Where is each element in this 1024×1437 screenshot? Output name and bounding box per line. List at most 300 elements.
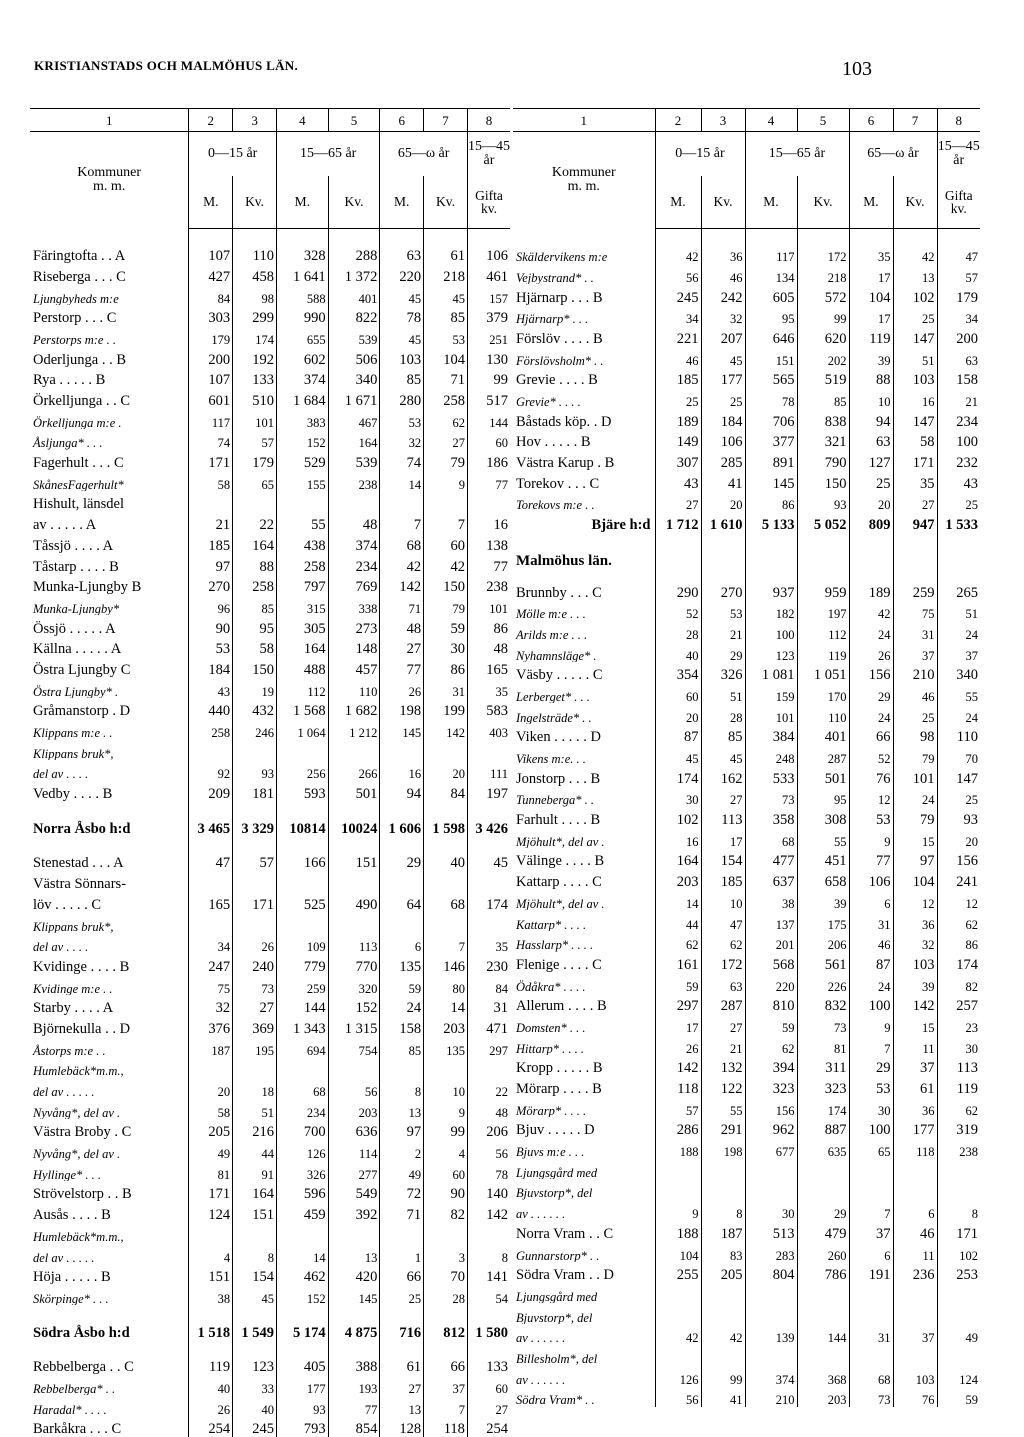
kommun-name: Flenige . . . . C [516, 956, 602, 973]
value-cell [328, 871, 380, 892]
value-cell: 34 [937, 305, 980, 326]
value-cell: 35 [893, 471, 937, 492]
spacer-cell [467, 836, 510, 850]
value-cell: 188 [655, 1221, 701, 1242]
value-cell [380, 740, 424, 761]
kommun-name: Torekovs m:e . . [516, 498, 595, 512]
right-table-header [513, 109, 980, 229]
value-cell: 338 [328, 595, 380, 616]
kommun-name: löv . . . . . C [33, 896, 102, 913]
kommun-name: Oderljunga . . B [33, 351, 127, 368]
value-cell: 809 [849, 512, 893, 533]
kommun-name: Hishult, länsdel [33, 496, 125, 512]
value-cell: 68 [849, 1365, 893, 1386]
value-cell [189, 871, 233, 892]
value-cell: 106 [849, 869, 893, 890]
table-row [30, 1181, 510, 1202]
value-cell: 29 [701, 641, 745, 662]
kommun-name: Kattarp . . . . C [516, 874, 602, 890]
value-cell: 786 [797, 1262, 849, 1283]
value-cell: 202 [797, 346, 849, 367]
value-cell: 583 [467, 698, 510, 719]
table-row [513, 1221, 980, 1242]
value-cell: 280 [380, 388, 424, 409]
value-cell: 58 [189, 1099, 233, 1120]
value-cell: 77 [328, 1395, 380, 1416]
value-cell: 64 [380, 892, 424, 913]
table-row [30, 1099, 510, 1120]
spacer-cell [30, 836, 189, 850]
value-cell: 320 [328, 974, 380, 995]
table-row [513, 890, 980, 911]
value-cell: 147 [937, 766, 980, 787]
value-cell: 31 [849, 1324, 893, 1345]
value-cell: 86 [467, 615, 510, 636]
table-row [30, 1119, 510, 1140]
value-cell: 81 [797, 1034, 849, 1055]
value-cell [189, 491, 233, 512]
kommun-name: Nyvång*, del av . [33, 1147, 121, 1161]
table-row [30, 1057, 510, 1078]
value-cell [276, 1057, 328, 1078]
value-cell: 36 [893, 910, 937, 931]
value-cell: 72 [380, 1181, 424, 1202]
value-cell [380, 871, 424, 892]
value-cell: 25 [937, 491, 980, 512]
value-cell: 84 [189, 284, 233, 305]
kommun-name: Mörarp . . . . B [516, 1081, 602, 1097]
kommun-name: Kropp . . . . . B [516, 1060, 603, 1076]
value-cell: 60 [655, 683, 701, 704]
value-cell: 49 [189, 1140, 233, 1161]
value-cell: 73 [745, 786, 797, 807]
value-cell: 754 [328, 1036, 380, 1057]
value-cell: 197 [797, 600, 849, 621]
value-cell: 1 641 [276, 264, 328, 285]
value-cell: 60 [424, 1161, 468, 1182]
value-cell: 48 [380, 615, 424, 636]
value-cell [424, 912, 468, 933]
kommun-name: Mjöhult*, del av . [516, 896, 605, 911]
value-cell: 165 [189, 892, 233, 913]
value-cell: 62 [655, 931, 701, 952]
value-cell: 506 [328, 346, 380, 367]
value-cell: 891 [745, 450, 797, 471]
married-women-header [467, 176, 510, 229]
value-cell: 144 [797, 1324, 849, 1345]
value-cell: 13 [380, 1099, 424, 1120]
value-cell: 14 [655, 890, 701, 911]
table-row [30, 836, 510, 850]
col-index: 2 [189, 109, 233, 132]
kommun-name: Grevie* . . . . [516, 395, 581, 409]
value-cell [233, 1223, 277, 1244]
spacer-cell [276, 1305, 328, 1319]
kommun-name: Nyhamnsläge* . [516, 648, 597, 663]
spacer-cell [424, 802, 468, 816]
value-cell: 258 [276, 553, 328, 574]
value-cell: 790 [797, 450, 849, 471]
kommun-name: Ödåkra* . . . . [516, 979, 586, 994]
value-cell: 41 [701, 471, 745, 492]
value-cell: 42 [655, 229, 701, 264]
value-cell: 620 [797, 326, 849, 347]
spacer-cell [328, 1305, 380, 1319]
value-cell: 20 [189, 1078, 233, 1099]
value-cell: 57 [937, 264, 980, 285]
kommuner-sublabel: m. m. [567, 179, 600, 195]
value-cell: 216 [233, 1119, 277, 1140]
value-cell: 9 [424, 471, 468, 492]
value-cell: 71 [380, 595, 424, 616]
spacer-cell [424, 1305, 468, 1319]
value-cell: 43 [655, 471, 701, 492]
value-cell: 87 [655, 724, 701, 745]
value-cell: 12 [893, 890, 937, 911]
value-cell: 440 [189, 698, 233, 719]
value-cell: 133 [233, 367, 277, 388]
value-cell: 5 052 [797, 512, 849, 533]
value-cell: 62 [937, 910, 980, 931]
value-cell: 174 [797, 1097, 849, 1118]
value-cell: 8 [937, 1200, 980, 1221]
value-cell: 706 [745, 409, 797, 430]
table-row [30, 1243, 510, 1264]
kommuner-header [30, 132, 189, 229]
kommun-name: Väsby . . . . . C [516, 667, 603, 683]
value-cell: 123 [745, 641, 797, 662]
value-cell [937, 543, 980, 570]
value-cell [701, 1283, 745, 1304]
value-cell: 10 [849, 388, 893, 409]
value-cell: 39 [797, 890, 849, 911]
value-cell: 14 [424, 995, 468, 1016]
kommun-name: Båstads köp. . D [516, 413, 612, 430]
value-cell: 388 [328, 1354, 380, 1375]
value-cell: 101 [893, 766, 937, 787]
value-cell: 106 [467, 229, 510, 264]
value-cell: 53 [701, 600, 745, 621]
table-row [513, 346, 980, 367]
value-cell: 124 [189, 1202, 233, 1223]
value-cell: 596 [276, 1181, 328, 1202]
value-cell: 490 [328, 892, 380, 913]
value-cell: 80 [424, 974, 468, 995]
value-cell: 106 [701, 429, 745, 450]
value-cell: 13 [380, 1395, 424, 1416]
kommun-name: Barkåkra . . . C [33, 1421, 122, 1437]
value-cell: 420 [328, 1264, 380, 1285]
value-cell: 12 [937, 890, 980, 911]
value-cell: 46 [655, 346, 701, 367]
value-cell [937, 1159, 980, 1180]
value-cell: 102 [937, 1241, 980, 1262]
value-cell: 164 [328, 429, 380, 450]
kommun-name: Skäldervikens m:e [516, 250, 608, 264]
table-row [30, 284, 510, 305]
value-cell: 111 [467, 760, 510, 781]
value-cell: 135 [424, 1036, 468, 1057]
value-cell: 601 [189, 388, 233, 409]
value-cell: 103 [893, 367, 937, 388]
value-cell: 198 [701, 1138, 745, 1159]
spacer-cell [328, 836, 380, 850]
value-cell: 31 [849, 910, 893, 931]
table-row [30, 816, 510, 837]
table-row [513, 600, 980, 621]
value-cell: 95 [797, 786, 849, 807]
col-index: 3 [701, 109, 745, 132]
value-cell: 887 [797, 1117, 849, 1138]
value-cell: 200 [937, 326, 980, 347]
value-cell: 203 [655, 869, 701, 890]
value-cell: 488 [276, 657, 328, 678]
value-cell: 384 [745, 724, 797, 745]
spacer-cell [380, 802, 424, 816]
value-cell: 297 [655, 993, 701, 1014]
value-cell: 93 [937, 807, 980, 828]
kommun-name: Västra Karup . B [516, 455, 615, 471]
kommun-name: Klippans bruk*, [33, 746, 114, 761]
value-cell: 164 [233, 1181, 277, 1202]
value-cell: 154 [233, 1264, 277, 1285]
value-cell: 539 [328, 450, 380, 471]
table-row [513, 1324, 980, 1345]
value-cell: 68 [276, 1078, 328, 1099]
kommun-name: Kattarp* . . . . [516, 917, 587, 931]
col-index: 7 [893, 109, 937, 132]
value-cell: 76 [849, 766, 893, 787]
value-cell [276, 491, 328, 512]
spacer-cell [189, 836, 233, 850]
value-cell: 158 [380, 1016, 424, 1037]
value-cell: 401 [797, 724, 849, 745]
value-cell: 56 [655, 1386, 701, 1407]
value-cell [424, 1057, 468, 1078]
value-cell: 26 [655, 1034, 701, 1055]
table-row [30, 429, 510, 450]
value-cell: 44 [233, 1140, 277, 1161]
table-row [30, 1354, 510, 1375]
value-cell: 57 [655, 1097, 701, 1118]
value-cell: 315 [276, 595, 328, 616]
value-cell: 287 [701, 993, 745, 1014]
value-cell: 53 [849, 807, 893, 828]
value-cell: 479 [797, 1221, 849, 1242]
value-cell: 27 [380, 636, 424, 657]
value-cell: 238 [937, 1138, 980, 1159]
value-cell: 140 [467, 1181, 510, 1202]
value-cell: 602 [276, 346, 328, 367]
value-cell: 139 [745, 1324, 797, 1345]
kommun-name: Färingtofta . . A [33, 248, 126, 264]
value-cell [276, 912, 328, 933]
kommun-name: Starby . . . . A [33, 1000, 114, 1016]
value-cell: 88 [233, 553, 277, 574]
spacer-cell [467, 1305, 510, 1319]
value-cell: 159 [745, 683, 797, 704]
value-cell: 254 [189, 1416, 233, 1437]
value-cell: 93 [276, 1395, 328, 1416]
spacer-cell [513, 533, 655, 543]
value-cell: 201 [745, 931, 797, 952]
kommun-name: Allerum . . . . B [516, 998, 607, 1014]
value-cell: 394 [745, 1055, 797, 1076]
male-header: M. [655, 176, 701, 229]
value-cell: 61 [893, 1076, 937, 1097]
value-cell: 150 [233, 657, 277, 678]
table-row [513, 1138, 980, 1159]
table-row [513, 1345, 980, 1366]
value-cell: 47 [189, 850, 233, 871]
value-cell: 103 [380, 346, 424, 367]
value-cell: 104 [424, 346, 468, 367]
value-cell: 277 [328, 1161, 380, 1182]
value-cell: 9 [849, 1014, 893, 1035]
value-cell: 635 [797, 1138, 849, 1159]
value-cell: 297 [467, 1036, 510, 1057]
value-cell: 45 [655, 745, 701, 766]
value-cell: 118 [424, 1416, 468, 1437]
value-cell: 161 [655, 952, 701, 973]
value-cell: 4 875 [328, 1319, 380, 1340]
value-cell: 195 [233, 1036, 277, 1057]
value-cell: 46 [849, 931, 893, 952]
value-cell: 206 [467, 1119, 510, 1140]
value-cell: 107 [189, 367, 233, 388]
table-row [30, 1016, 510, 1037]
value-cell: 27 [467, 1395, 510, 1416]
value-cell: 207 [701, 326, 745, 347]
value-cell [893, 1303, 937, 1324]
value-cell [655, 1159, 701, 1180]
spacer-cell [233, 1305, 277, 1319]
spacer-cell [701, 569, 745, 579]
value-cell: 234 [276, 1099, 328, 1120]
value-cell: 164 [276, 636, 328, 657]
value-cell: 588 [276, 284, 328, 305]
value-cell: 6 [849, 1241, 893, 1262]
table-row [513, 786, 980, 807]
value-cell: 77 [849, 848, 893, 869]
value-cell [701, 1303, 745, 1324]
value-cell: 13 [328, 1243, 380, 1264]
col-index: 5 [797, 109, 849, 132]
value-cell: 203 [424, 1016, 468, 1037]
spacer-cell [189, 1340, 233, 1354]
table-row [30, 933, 510, 954]
value-cell [849, 543, 893, 570]
spacer-cell [233, 1340, 277, 1354]
table-row [513, 264, 980, 285]
value-cell: 501 [328, 781, 380, 802]
value-cell: 100 [937, 429, 980, 450]
age-group-0-15: 0—15 år [655, 132, 745, 177]
kommun-name: Hyllinge* . . . [33, 1167, 102, 1182]
value-cell: 14 [276, 1243, 328, 1264]
table-row [513, 1055, 980, 1076]
value-cell: 32 [189, 995, 233, 1016]
value-cell [424, 491, 468, 512]
kommun-name: Bjuv . . . . . D [516, 1122, 595, 1138]
table-row [513, 326, 980, 347]
kommun-name: Västra Sönnars- [33, 876, 127, 892]
value-cell [467, 871, 510, 892]
value-cell: 23 [937, 1014, 980, 1035]
value-cell: 20 [424, 760, 468, 781]
kommun-name: Östra Ljungby C [33, 661, 131, 678]
table-row [30, 995, 510, 1016]
value-cell: 54 [467, 1285, 510, 1306]
value-cell: 174 [655, 766, 701, 787]
value-cell: 57 [233, 429, 277, 450]
value-cell: 179 [233, 450, 277, 471]
table-row [30, 1202, 510, 1223]
spacer-cell [893, 569, 937, 579]
value-cell: 26 [189, 1395, 233, 1416]
value-cell: 1 549 [233, 1319, 277, 1340]
g4-label: 15—45 [937, 139, 980, 154]
value-cell: 810 [745, 993, 797, 1014]
value-cell: 31 [893, 621, 937, 642]
spacer-cell [233, 836, 277, 850]
value-cell: 8 [467, 1243, 510, 1264]
table-row [513, 1097, 980, 1118]
value-cell: 142 [467, 1202, 510, 1223]
gifta-label: Gifta [944, 187, 973, 203]
value-cell: 154 [701, 848, 745, 869]
value-cell: 308 [797, 807, 849, 828]
value-cell: 85 [424, 305, 468, 326]
table-row [30, 1319, 510, 1340]
value-cell: 694 [276, 1036, 328, 1057]
value-cell: 6 [380, 933, 424, 954]
g4-label: 15—45 [467, 139, 510, 154]
value-cell [276, 871, 328, 892]
value-cell: 990 [276, 305, 328, 326]
value-cell: 549 [328, 1181, 380, 1202]
spacer-cell [380, 1340, 424, 1354]
value-cell: 209 [189, 781, 233, 802]
value-cell: 947 [893, 512, 937, 533]
value-cell: 565 [745, 367, 797, 388]
value-cell: 200 [189, 346, 233, 367]
value-cell [328, 491, 380, 512]
table-row [513, 1262, 980, 1283]
value-cell: 17 [849, 264, 893, 285]
table-row [30, 1161, 510, 1182]
value-cell: 198 [380, 698, 424, 719]
value-cell: 32 [380, 429, 424, 450]
value-cell: 457 [328, 657, 380, 678]
value-cell: 529 [276, 450, 328, 471]
kommun-name: Västra Broby . C [33, 1124, 132, 1140]
value-cell: 11 [893, 1241, 937, 1262]
value-cell: 45 [467, 850, 510, 871]
value-cell: 85 [233, 595, 277, 616]
kommun-name: Skörpinge* . . . [33, 1291, 109, 1306]
value-cell: 187 [189, 1036, 233, 1057]
value-cell: 46 [893, 1221, 937, 1242]
value-cell: 3 465 [189, 816, 233, 837]
value-cell: 55 [937, 683, 980, 704]
value-cell: 92 [189, 760, 233, 781]
value-cell: 172 [701, 952, 745, 973]
value-cell: 88 [849, 367, 893, 388]
value-cell: 110 [797, 703, 849, 724]
table-row [513, 828, 980, 849]
table-row [513, 1386, 980, 1407]
